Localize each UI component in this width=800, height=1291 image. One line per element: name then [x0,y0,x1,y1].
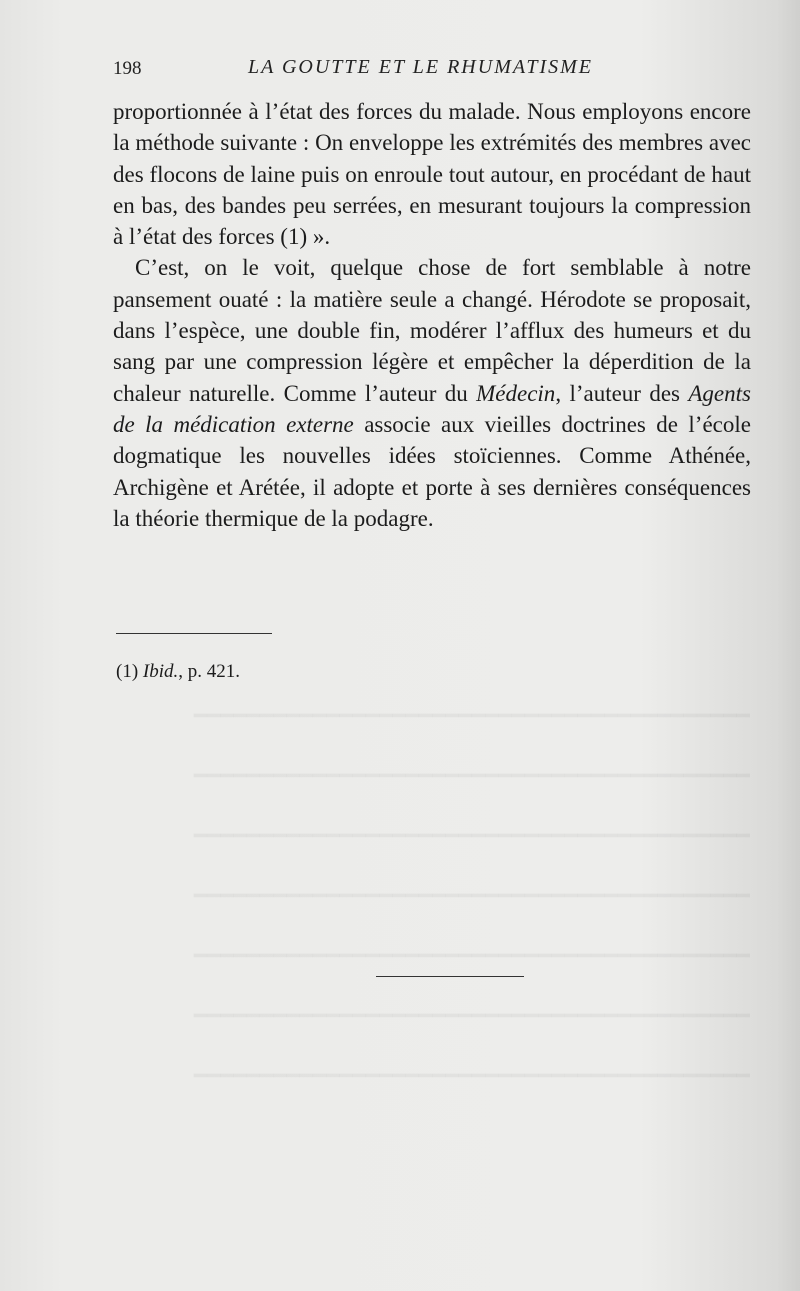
paragraph-text: C’est, on le voit, quelque chose de fort semblable à notre pansement ouaté : la matière seule a changé. Hérodote se proposait, dans l’espèce, une double fin, modérer l’afflux des humeurs et du sang par une compression légère et empêcher la déperdition de la chaleur naturelle. Comme l’auteur du [113,255,751,406]
paragraph-text: , l’auteur des [555,380,689,406]
end-rule [376,976,524,977]
bleed-through-text [110,880,750,911]
bleed-through-text [110,1060,750,1091]
footnote [116,661,240,683]
footnote-separator [116,633,272,634]
bleed-through-text [110,700,750,731]
paragraph-text: associe aux vieilles doctrines de l’école dogmatique les nouvelles idées stoïciennes. Comme Athénée, Archigène et Arétée, il adopte et porte à ses dernières conséquences la théorie thermique de la podagre. [113,411,751,531]
footnote-text: , p. 421. [178,661,241,682]
italic-title: Médecin [476,380,556,406]
bleed-through-text [110,820,750,851]
paragraph-continued: proportionnée à l’état des forces du malade. Nous employons encore la méthode suivante : On enveloppe les extrémités des membres avec des flocons de laine puis on enroule tout autour, en procédant de haut en bas, des bandes peu serrées, en mesurant toujours la compression à l’état des forces (1) ». [113,99,751,250]
body-text [113,96,751,534]
footnote-reference: Ibid. [142,661,179,682]
running-title: LA GOUTTE ET LE RHUMATISME [248,56,593,78]
paragraph [113,252,751,534]
bleed-through-text [110,760,750,791]
page-header [113,56,753,86]
footnote-marker: (1) [116,661,143,682]
bleed-through-text [110,1000,750,1031]
bleed-through-text [110,940,750,971]
page-number: 198 [113,58,142,79]
italic-title: Agents de la médication externe [113,380,751,437]
